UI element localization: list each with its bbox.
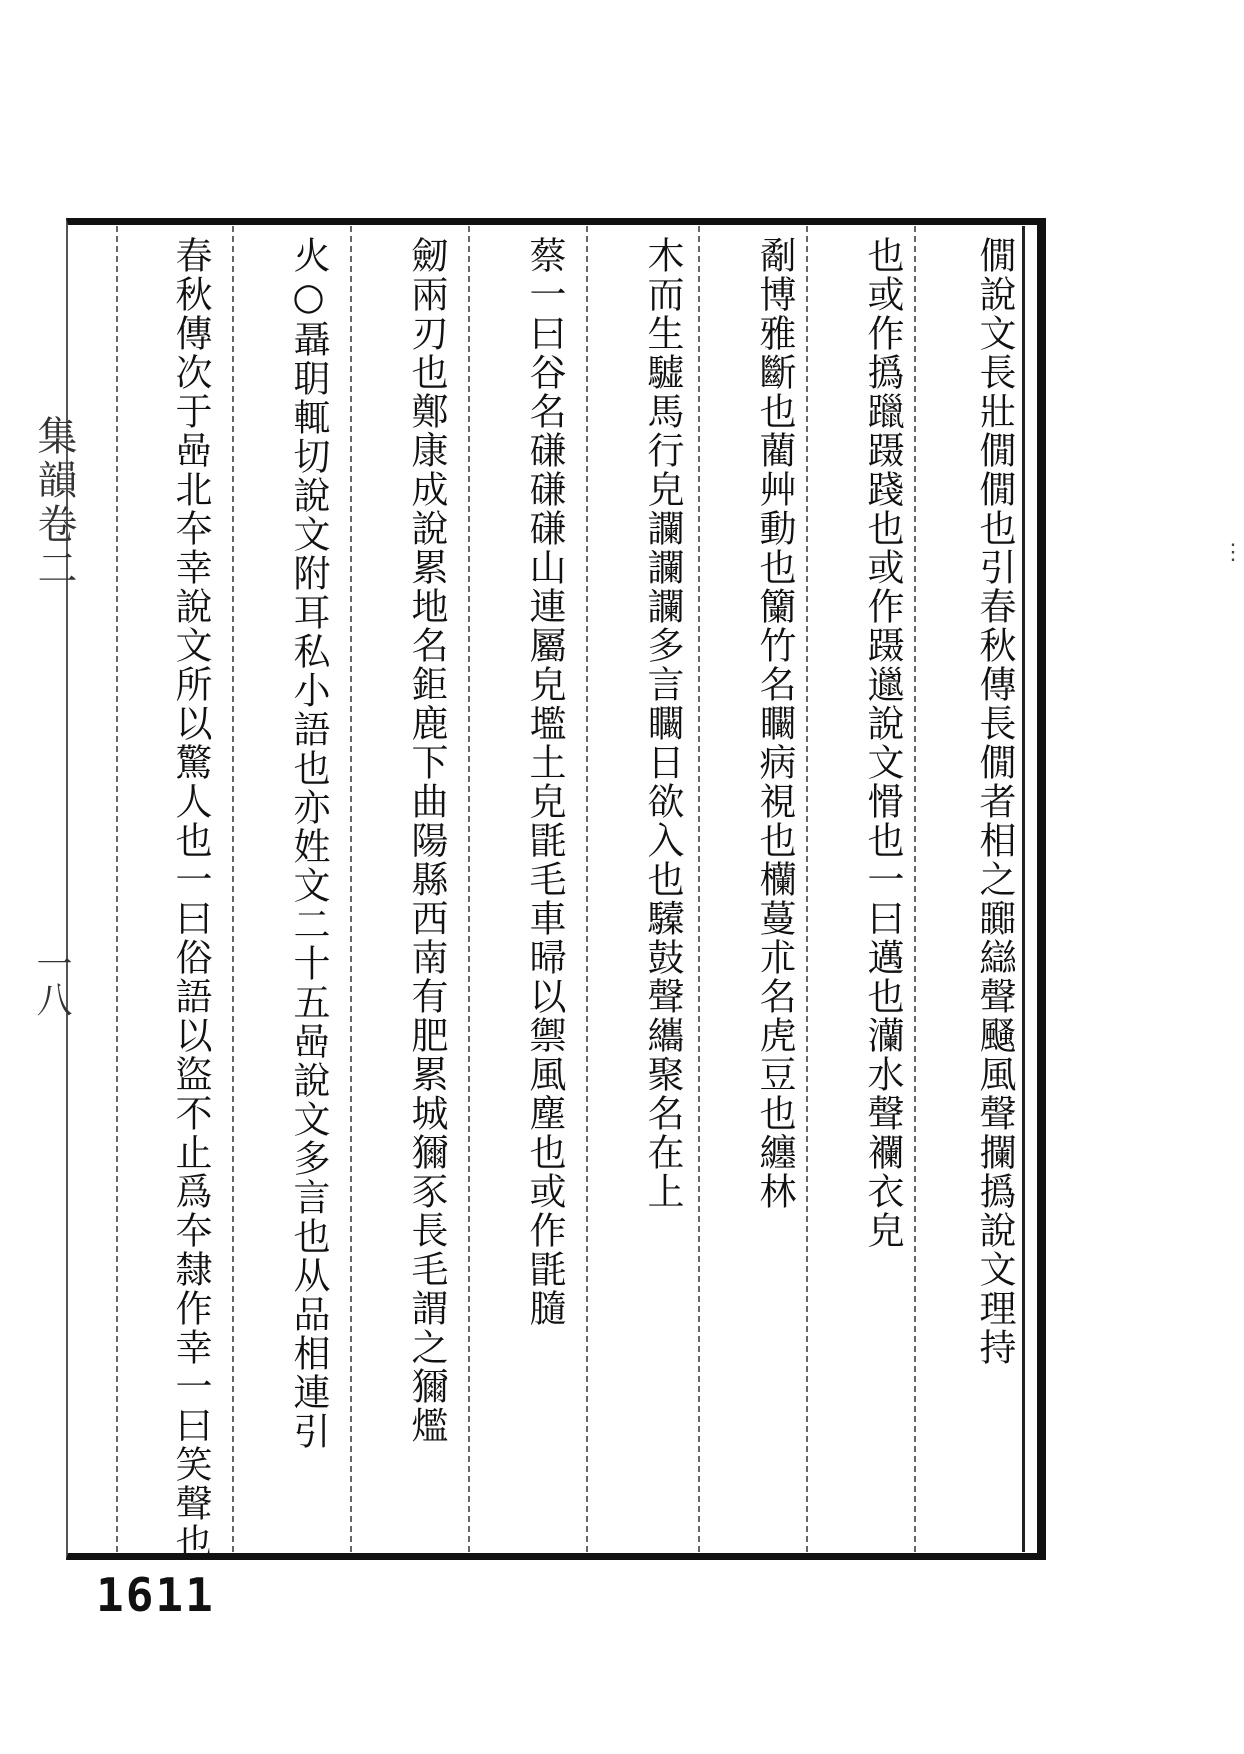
column-rule	[468, 226, 470, 1552]
margin-folio: 一八	[31, 945, 72, 1017]
column-rule	[698, 226, 700, 1552]
margin-title: 集韻卷二	[31, 415, 77, 591]
text-column-4: 木而生驉馬行皃讕讕讕多言矙日欲入也驝鼓聲纗聚名在上	[641, 236, 684, 1211]
text-column-2: 也或作撝躐蹑踐也或作蹑邋說文愲也一曰邁也灡水聲襴衣皃	[861, 236, 904, 1250]
column-rule	[116, 226, 118, 1552]
column-rule	[914, 226, 916, 1552]
text-column-3: 劀博雅斷也藺艸動也籣竹名矙病視也欗蔓朮名虎豆也纏林	[753, 236, 796, 1211]
page-number: 1611	[96, 1568, 215, 1622]
text-column-1: 僩說文長壯僩僩也引春秋傳長僩者相之嚻䜌聲颾風聲攔撝說文理持	[973, 236, 1016, 1367]
inner-border	[1022, 226, 1025, 1552]
column-rule	[806, 226, 808, 1552]
text-column-8: 春秋傳次于喦北夲幸說文所以驚人也一曰俗語以盜不止爲夲隸作幸一曰笑聲也	[169, 236, 212, 1562]
column-rule	[586, 226, 588, 1552]
column-rule	[232, 226, 234, 1552]
text-column-5: 蔡一曰谷名磏磏磏山連屬皃壏土皃毷毛車㫶以禦風塵也或作毷膸	[523, 236, 566, 1328]
column-rule	[350, 226, 352, 1552]
scan-mark: ⋮	[1222, 540, 1244, 565]
text-column-6: 劒兩刃也鄭康成說累地名鉅鹿下曲陽縣西南有肥累城獮豕長毛謂之獮爁	[405, 236, 448, 1445]
text-column-7: 火○聶䎳輒切說文附耳私小語也亦姓文二十五喦說文多言也从品相連引	[287, 236, 330, 1451]
